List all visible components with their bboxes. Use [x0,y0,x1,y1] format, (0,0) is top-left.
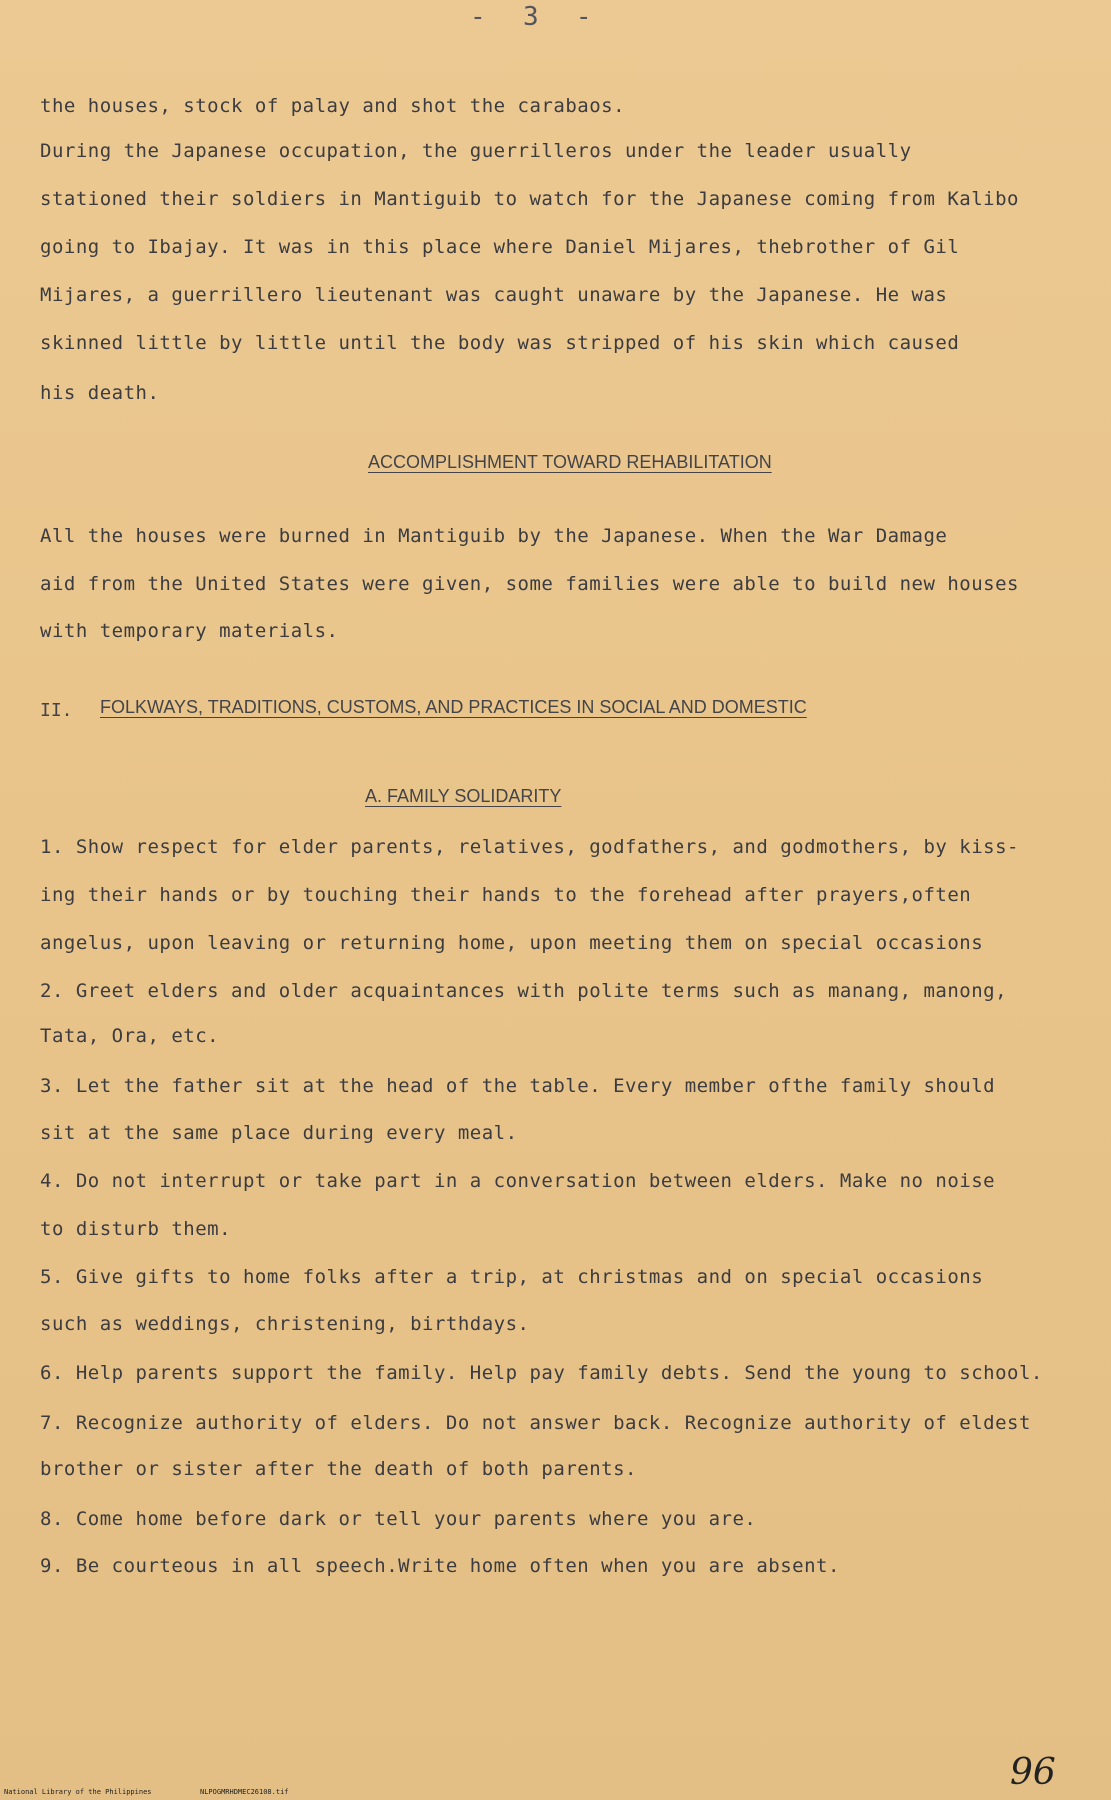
family-item-line: ing their hands or by touching their hands to the forehead after prayers,often [40,884,972,906]
handwritten-page-number: 96 [1010,1752,1056,1793]
family-item-line: 1. Show respect for elder parents, relatives, godfathers, and godmothers, by kiss- [40,836,1019,858]
rehab-line: All the houses were burned in Mantiguib by the Japanese. When the War Damage [40,525,948,547]
family-item-line: 4. Do not interrupt or take part in a conversation between elders. Make no noise [40,1170,996,1192]
intro-line: stationed their soldiers in Mantiguib to watch for the Japanese coming from Kalibo [40,188,1019,210]
page-number: - 3 - [470,2,594,32]
section-number: II. [40,700,73,721]
family-item-line: such as weddings, christening, birthdays. [40,1313,530,1335]
intro-line: his death. [40,382,160,404]
intro-line: skinned little by little until the body was stripped of his skin which caused [40,332,960,354]
family-item-line: sit at the same place during every meal. [40,1122,518,1144]
family-item-line: 7. Recognize authority of elders. Do not answer back. Recognize authority of eldest [40,1412,1031,1434]
family-item-line: 8. Come home before dark or tell your parents where you are. [40,1508,757,1530]
family-item-line: angelus, upon leaving or returning home, upon meeting them on special occasions [40,932,984,954]
family-item-line: 5. Give gifts to home folks after a trip, at christmas and on special occasions [40,1266,984,1288]
family-item-line: Tata, Ora, etc. [40,1025,220,1047]
family-item-line: 6. Help parents support the family. Help pay family debts. Send the young to school. [40,1362,1043,1384]
intro-line: the houses, stock of palay and shot the carabaos. [40,95,626,117]
section-heading: FOLKWAYS, TRADITIONS, CUSTOMS, AND PRACTICES IN SOCIAL AND DOMESTIC [100,697,807,717]
rehab-line: aid from the United States were given, some families were able to build new houses [40,573,1019,595]
family-item-line: 3. Let the father sit at the head of the table. Every member ofthe family should [40,1075,996,1097]
file-name: NLPOGMRHDMEC26108.tif [200,1788,289,1796]
intro-line: During the Japanese occupation, the guerrilleros under the leader usually [40,140,912,162]
library-credit: National Library of the Philippines [4,1788,152,1796]
intro-line: going to Ibajay. It was in this place where Daniel Mijares, thebrother of Gil [40,236,960,258]
family-item-line: 9. Be courteous in all speech.Write home often when you are absent. [40,1555,840,1577]
family-item-line: brother or sister after the death of both parents. [40,1458,637,1480]
family-item-line: to disturb them. [40,1218,232,1240]
family-solidarity-heading: A. FAMILY SOLIDARITY [365,786,562,806]
intro-line: Mijares, a guerrillero lieutenant was caught unaware by the Japanese. He was [40,284,948,306]
rehab-line: with temporary materials. [40,620,339,642]
family-item-line: 2. Greet elders and older acquaintances with polite terms such as manang, manong, [40,980,1008,1002]
rehabilitation-heading: ACCOMPLISHMENT TOWARD REHABILITATION [368,452,772,472]
